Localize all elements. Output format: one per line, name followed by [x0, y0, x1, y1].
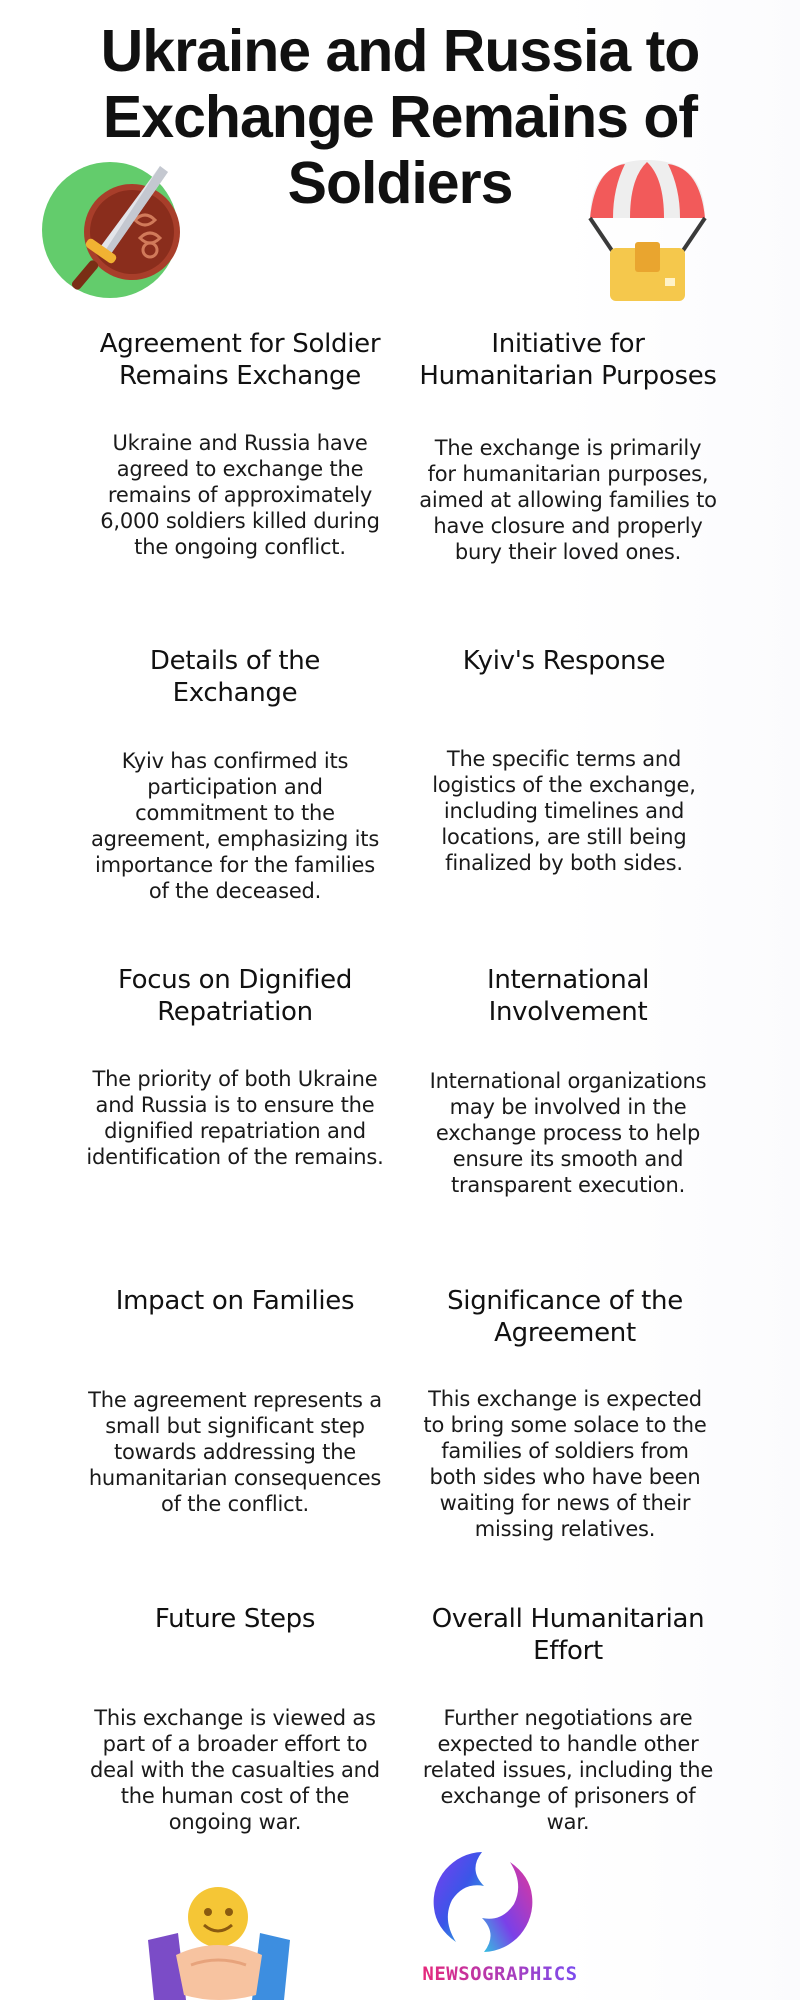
section-heading: Kyiv's Response [462, 646, 666, 676]
section-body: Kyiv has confirmed its participation and commitment to the agreement, emphasizing its importance for the families of the deceased. [90, 749, 380, 903]
section-body: This exchange is expected to bring some solace to the families of soldiers from both sides who have been waiting for news of their missing relatives. [423, 1387, 707, 1541]
section-heading: Overall Humanitarian Effort [431, 1604, 705, 1666]
sword-shield-icon [40, 158, 190, 303]
section-repatriation [85, 964, 385, 1169]
section-heading: Details of the Exchange [149, 646, 321, 708]
section-heading: Initiative for Humanitarian Purposes [419, 329, 717, 391]
section-body: The agreement represents a small but significant step towards addressing the humanitarian consequences of the conflict. [88, 1388, 382, 1516]
section-heading: Significance of the Agreement [447, 1286, 683, 1348]
section-initiative [418, 328, 718, 564]
section-body: International organizations may be involved in the exchange process to help ensure its smooth and transparent execution. [429, 1069, 707, 1197]
handshake-emoji-icon [146, 1885, 292, 2000]
section-details [85, 645, 385, 903]
section-impact-families [85, 1285, 385, 1516]
section-body: Further negotiations are expected to handle other related issues, including the exchange of prisoners of war. [422, 1706, 714, 1834]
section-body: The exchange is primarily for humanitarian purposes, aimed at allowing families to have closure and properly bury their loved ones. [419, 436, 717, 564]
section-body: This exchange is viewed as part of a broader effort to deal with the casualties and the human cost of the ongoing war. [90, 1706, 380, 1834]
newsographics-logo-icon [422, 1848, 542, 1956]
section-heading: Impact on Families [115, 1286, 355, 1316]
section-body: Ukraine and Russia have agreed to exchange the remains of approximately 6,000 soldiers killed during the ongoing conflict. [100, 431, 380, 559]
section-kyiv-response [414, 645, 714, 875]
section-significance [415, 1285, 715, 1541]
page-title: Ukraine and Russia to Exchange Remains of Soldiers [100, 18, 700, 216]
section-heading: Future Steps [154, 1604, 316, 1634]
brand-wordmark [400, 1963, 600, 1985]
section-body: The priority of both Ukraine and Russia is to ensure the dignified repatriation and identification of the remains. [86, 1067, 384, 1169]
section-heading: International Involvement [486, 965, 650, 1027]
section-future-steps [85, 1603, 385, 1834]
brand-name: NEWSOGRAPHICS [422, 1963, 578, 1985]
parachute-package-icon [585, 158, 710, 303]
section-overall-effort [418, 1603, 718, 1834]
section-agreement [90, 328, 390, 559]
section-heading: Agreement for Soldier Remains Exchange [99, 329, 381, 391]
section-international [418, 964, 718, 1197]
section-body: The specific terms and logistics of the exchange, including timelines and locations, are still being finalized by both sides. [432, 747, 696, 875]
section-heading: Focus on Dignified Repatriation [117, 965, 353, 1027]
